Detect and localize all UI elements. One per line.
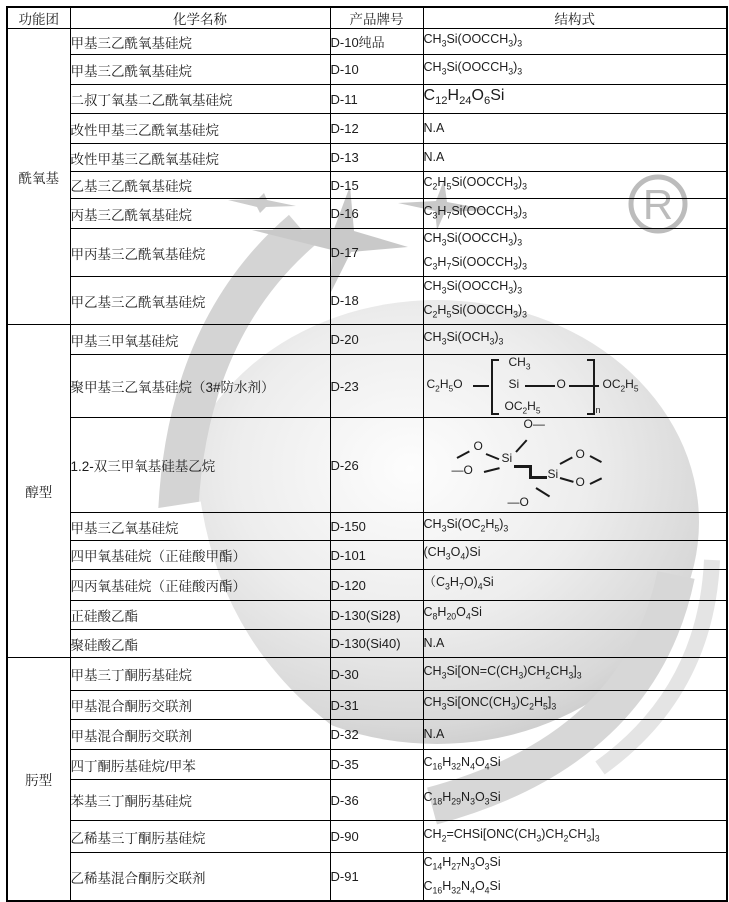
formula-line: $C_8H_{20}O_4Si$ [423,605,482,622]
chemical-name-cell: 甲基三丁酮肟基硅烷 [70,658,330,691]
formula-line: $CH_2=CHSi[ONC(CH_3)CH_2CH_3]_3$ [423,826,600,844]
atom-label: n [595,405,601,415]
table-row [7,277,727,325]
formula-line: $C_{12}H_{24}O_6Si$ [423,87,505,108]
table-row [7,780,727,821]
functional-group-cell: 酰氧基 [7,29,70,325]
formula-cell [423,85,727,114]
bracket-left [491,359,499,415]
table-row [7,229,727,277]
chemical-name-cell: 改性甲基三乙酰氧基硅烷 [70,114,330,144]
formula-cell [423,691,727,720]
atom-label: $CH_3$ [508,355,531,372]
brand-cell: D-120 [330,570,423,601]
column-header-functional-group: 功能团 [7,7,70,29]
formula-line: $CH_3Si(OOCCH_3)_3$ [423,279,523,296]
chemical-name-cell: 苯基三丁酮肟基硅烷 [70,780,330,821]
chemical-name-cell: 甲基三乙酰氧基硅烷 [70,29,330,55]
formula-line: N.A [423,150,445,164]
brand-cell: D-35 [330,750,423,780]
atom-label: Si [547,467,559,481]
formula-cell [423,750,727,780]
bond-line [483,467,499,473]
bond-line [589,455,601,463]
column-header-chemical-name: 化学名称 [70,7,330,29]
brand-cell: D-30 [330,658,423,691]
formula-cell [423,355,727,418]
chemical-name-cell: 甲基三乙酰氧基硅烷 [70,55,330,85]
formula-cell [423,513,727,541]
formula-line: $CH_3Si(OCH_3)_3$ [423,329,504,347]
brand-cell: D-17 [330,229,423,277]
bond-line [473,385,489,387]
brand-cell: D-12 [330,114,423,144]
formula-cell [423,199,727,229]
table-row [7,750,727,780]
atom-label: Si [508,377,520,391]
brand-cell: D-11 [330,85,423,114]
atom-label: O [575,475,585,489]
bond-line [559,477,573,483]
table-row [7,720,727,750]
structure-diagram-d26 [452,419,662,511]
formula-line: $CH_3Si[ONC(CH_3)C_2H_5]_3$ [423,695,557,712]
formula-cell [423,418,727,513]
formula-cell [423,172,727,199]
atom-label: O [575,447,585,461]
chemical-name-cell: 正硅酸乙酯 [70,601,330,630]
formula-cell [423,29,727,55]
atom-label: O [473,439,483,453]
chemical-name-cell: 四甲氧基硅烷（正硅酸甲酯） [70,541,330,570]
table-row [7,601,727,630]
formula-cell [423,821,727,853]
chemical-name-cell: 甲乙基三乙酰氧基硅烷 [70,277,330,325]
formula-cell [423,541,727,570]
formula-line: $C_{16}H_{32}N_4O_4Si$ [423,754,501,772]
formula-line: $CH_3Si(OC_2H_5)_3$ [423,516,509,534]
chemical-name-cell: 甲基三甲氧基硅烷 [70,325,330,355]
formula-line: $CH_3Si(OOCCH_3)_3$ [423,31,523,49]
formula-line: $C_3H_7Si(OOCCH_3)_3$ [423,254,528,271]
formula-cell [423,853,727,902]
formula-line: $C_3H_7Si(OOCCH_3)_3$ [423,203,528,221]
brand-cell: D-130(Si40) [330,630,423,658]
table-row [7,199,727,229]
formula-line: $C_{18}H_{29}N_3O_3Si$ [423,790,501,807]
formula-cell [423,720,727,750]
chemical-name-cell: 甲丙基三乙酰氧基硅烷 [70,229,330,277]
table-row [7,55,727,85]
atom-label: Si [501,451,513,465]
formula-line: $CH_3Si[ON=C(CH_3)CH_2CH_3]_3$ [423,664,582,681]
functional-group-cell: 肟型 [7,658,70,902]
formula-cell [423,55,727,85]
brand-cell: D-91 [330,853,423,902]
brand-cell: D-101 [330,541,423,570]
formula-cell [423,229,727,277]
column-header-brand: 产品牌号 [330,7,423,29]
chemical-name-cell: 甲基混合酮肟交联剂 [70,720,330,750]
formula-line: N.A [423,636,445,650]
chemical-name-cell: 1.2-双三甲氧基硅基乙烷 [70,418,330,513]
table-row [7,630,727,658]
formula-line: $C_2H_5Si(OOCCH_3)_3$ [423,175,528,192]
atom-label: —O [507,495,529,509]
formula-line: $(CH_3O_4)Si$ [423,545,481,562]
atom-label: O— [523,417,545,431]
table-row [7,355,727,418]
chemical-name-cell: 乙稀基三丁酮肟基硅烷 [70,821,330,853]
bond-line [529,476,547,479]
bond-line [456,451,469,459]
chemical-name-cell: 四丙氧基硅烷（正硅酸丙酯） [70,570,330,601]
chemical-name-cell: 聚甲基三乙氧基硅烷（3#防水剂） [70,355,330,418]
atom-label: $C_2H_5O$ [426,377,463,394]
bracket-right [587,359,595,415]
product-table [6,6,728,902]
chemical-name-cell: 甲基三乙氧基硅烷 [70,513,330,541]
registered-letter: R [642,181,674,228]
formula-cell [423,277,727,325]
formula-line: $C_{14}H_{27}N_3O_3Si$ [423,855,501,872]
bond-line [589,477,602,484]
formula-line: N.A [423,121,445,135]
bond-line [515,439,527,452]
formula-cell [423,325,727,355]
brand-cell: D-15 [330,172,423,199]
table-row [7,418,727,513]
brand-cell: D-20 [330,325,423,355]
formula-cell [423,601,727,630]
formula-cell [423,570,727,601]
formula-line: $(C_3H_7O)_4Si$ [423,575,494,592]
table-row [7,29,727,55]
brand-cell: D-90 [330,821,423,853]
formula-cell [423,658,727,691]
chemical-name-cell: 乙基三乙酰氧基硅烷 [70,172,330,199]
column-header-structure: 结构式 [423,7,727,29]
table-row [7,821,727,853]
table-row [7,853,727,902]
bond-line [525,385,555,387]
brand-cell: D-130(Si28) [330,601,423,630]
table-row [7,691,727,720]
bond-line [535,487,550,497]
table-row [7,541,727,570]
atom-label: O [556,377,566,391]
chemical-name-cell: 改性甲基三乙酰氧基硅烷 [70,144,330,172]
chemical-name-cell: 乙稀基混合酮肟交联剂 [70,853,330,902]
formula-line: $CH_3Si(OOCCH_3)_3$ [423,231,523,248]
brand-cell: D-150 [330,513,423,541]
bond-line [485,453,499,460]
atom-label: $OC_2H_5$ [504,399,541,416]
formula-cell [423,144,727,172]
structure-diagram-d23 [427,357,642,415]
table-row [7,658,727,691]
formula-line: $C_{16}H_{32}N_4O_4Si$ [423,878,501,895]
chemical-name-cell: 丙基三乙酰氧基硅烷 [70,199,330,229]
table-row [7,172,727,199]
brand-cell: D-18 [330,277,423,325]
table-row [7,325,727,355]
table-row [7,85,727,114]
chemical-name-cell: 甲基混合酮肟交联剂 [70,691,330,720]
table-row [7,570,727,601]
brand-cell: D-36 [330,780,423,821]
chemical-name-cell: 聚硅酸乙酯 [70,630,330,658]
table-row [7,144,727,172]
bond-line [559,457,572,465]
brand-cell: D-10纯品 [330,29,423,55]
chemical-name-cell: 二叔丁氧基二乙酰氧基硅烷 [70,85,330,114]
brand-cell: D-26 [330,418,423,513]
functional-group-cell: 醇型 [7,325,70,658]
brand-cell: D-23 [330,355,423,418]
formula-line: N.A [423,727,445,741]
brand-cell: D-31 [330,691,423,720]
formula-cell [423,114,727,144]
brand-cell: D-16 [330,199,423,229]
brand-cell: D-32 [330,720,423,750]
atom-label: —O [451,463,473,477]
formula-cell [423,780,727,821]
chemical-name-cell: 四丁酮肟基硅烷/甲苯 [70,750,330,780]
formula-line: $CH_3Si(OOCCH_3)_3$ [423,59,523,77]
formula-cell [423,630,727,658]
brand-cell: D-13 [330,144,423,172]
formula-line: $C_2H_5Si(OOCCH_3)_3$ [423,302,528,319]
table-row [7,114,727,144]
brand-cell: D-10 [330,55,423,85]
atom-label: $OC_2H_5$ [602,377,639,394]
header-row [7,7,727,29]
table-row [7,513,727,541]
